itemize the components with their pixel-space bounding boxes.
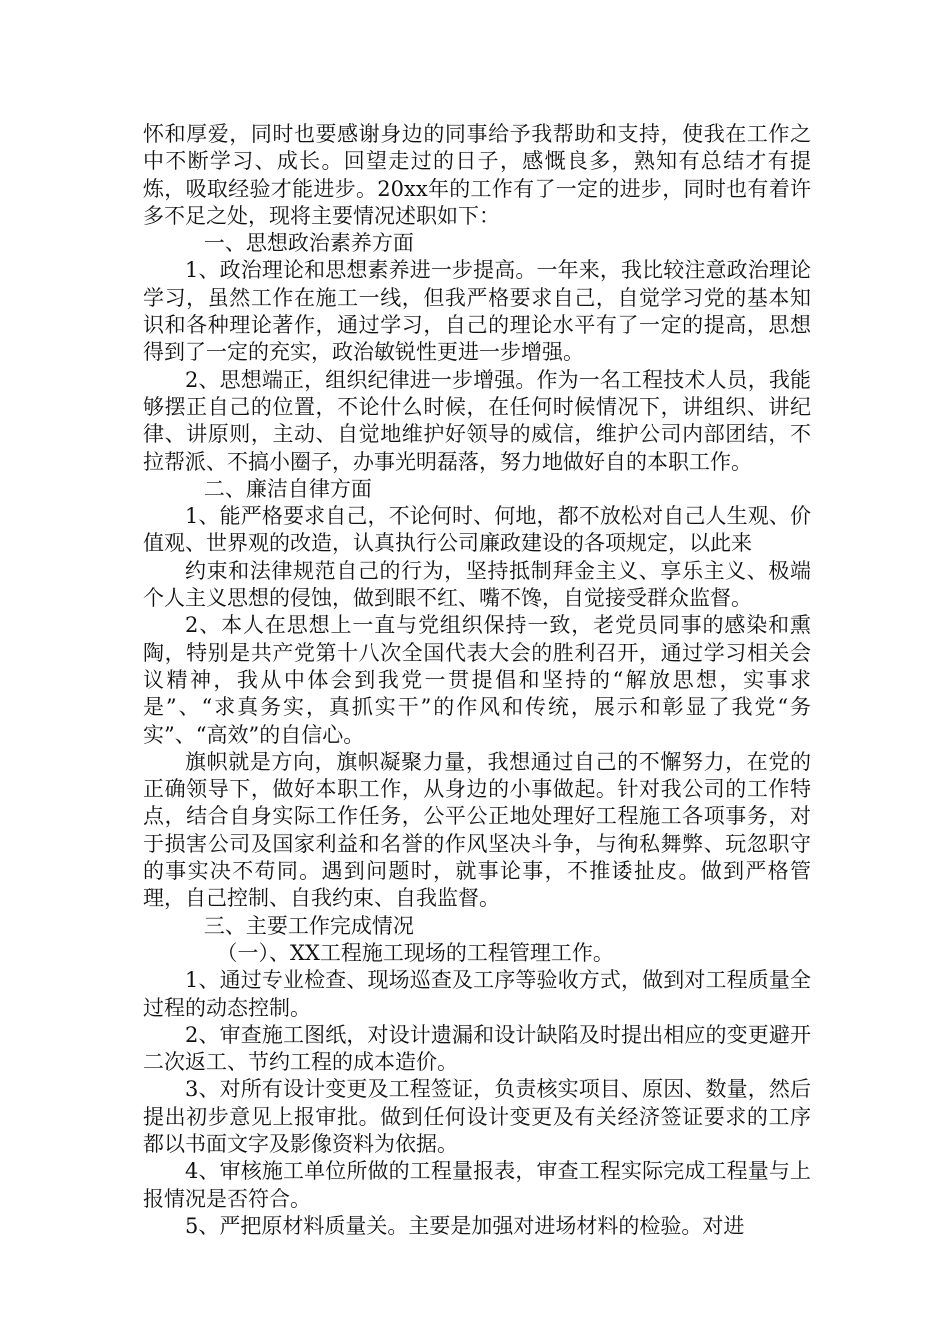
section-heading-integrity: 二、廉洁自律方面 (203, 476, 372, 501)
paragraph-law-constraint: 约束和法律规范自己的行为，坚持抵制拜金主义、享乐主义、极端个人主义思想的侵蚀，做到眼不红、嘴不馋，自觉接受群众监督。 (143, 558, 811, 611)
paragraph-quantity-review: 4、审核施工单位所做的工程量报表，审查工程实际完成工程量与上报情况是否符合。 (143, 1159, 811, 1211)
paragraph-material-quality: 5、严把原材料质量关。主要是加强对进场材料的检验。对进 (185, 1213, 745, 1238)
document-body (143, 121, 811, 1240)
paragraph-drawing-review: 2、审查施工图纸，对设计遗漏和设计缺陷及时提出相应的变更避开二次返工、节约工程的成本造价。 (143, 1022, 811, 1075)
paragraph-discipline: 2、思想端正，组织纪律进一步增强。作为一名工程技术人员，我能够摆正自己的位置，不论什么时候，在任何时候情况下，讲组织、讲纪律、讲原则，主动、自觉地维护好领导的威信，维护公司内部团结，不拉帮派、不搞小圈子，办事光明磊落，努力地做好自的本职工作。 (143, 367, 811, 474)
paragraph-party-consistency: 2、本人在思想上一直与党组织保持一致，老党员同事的感染和熏陶，特别是共产党第十八次全国代表大会的胜利召开，通过学习相关会议精神，我从中体会到我党一贯提倡和坚持的“解放思想，实事求是”、“求真务实，真抓实干”的作风和传统，展示和彰显了我党“务实”、“高效”的自信心。 (143, 613, 811, 747)
paragraph-self-discipline: 1、能严格要求自己，不论何时、何地，都不放松对自己人生观、价值观、世界观的改造，认真执行公司廉政建设的各项规定，以此来 (143, 504, 811, 556)
paragraph-political-theory: 1、政治理论和思想素养进一步提高。一年来，我比较注意政治理论学习，虽然工作在施工一线，但我严格要求自己，自觉学习党的基本知识和各种理论著作，通过学习，自己的理论水平有了一定的提高，思想得到了一定的充实，政治敏锐性更进一步增强。 (143, 258, 811, 365)
paragraph-quality-control: 1、通过专业检查、现场巡查及工序等验收方式，做到对工程质量全过程的动态控制。 (143, 968, 811, 1020)
paragraph-design-changes: 3、对所有设计变更及工程签证，负责核实项目、原因、数量，然后提出初步意见上报审批。做到任何设计变更及有关经济签证要求的工序都以书面文字及影像资料为依据。 (143, 1077, 811, 1156)
paragraph-intro-continuation: 怀和厚爱，同时也要感谢身边的同事给予我帮助和支持，使我在工作之中不断学习、成长。回望走过的日子，感慨良多，熟知有总结才有提炼，吸取经验才能进步。20xx年的工作有了一定的进步，同时也有着许多不足之处，现将主要情况述职如下： (143, 122, 811, 228)
paragraph-flag-direction: 旗帜就是方向，旗帜凝聚力量，我想通过自己的不懈努力，在党的正确领导下，做好本职工作，从身边的小事做起。针对我公司的工作特点，结合自身实际工作任务，公平公正地处理好工程施工各项事务，对于损害公司及国家利益和名誉的作风坚决斗争，与徇私舞弊、玩忽职守的事实决不苟同。遇到问题时，就事论事，不推诿扯皮。做到严格管理，自己控制、自我约束、自我监督。 (143, 749, 811, 911)
subsection-heading-site-management: （一）、XX工程施工现场的工程管理工作。 (216, 940, 614, 965)
section-heading-work: 三、主要工作完成情况 (203, 913, 414, 938)
section-heading-political: 一、思想政治素养方面 (203, 231, 414, 256)
